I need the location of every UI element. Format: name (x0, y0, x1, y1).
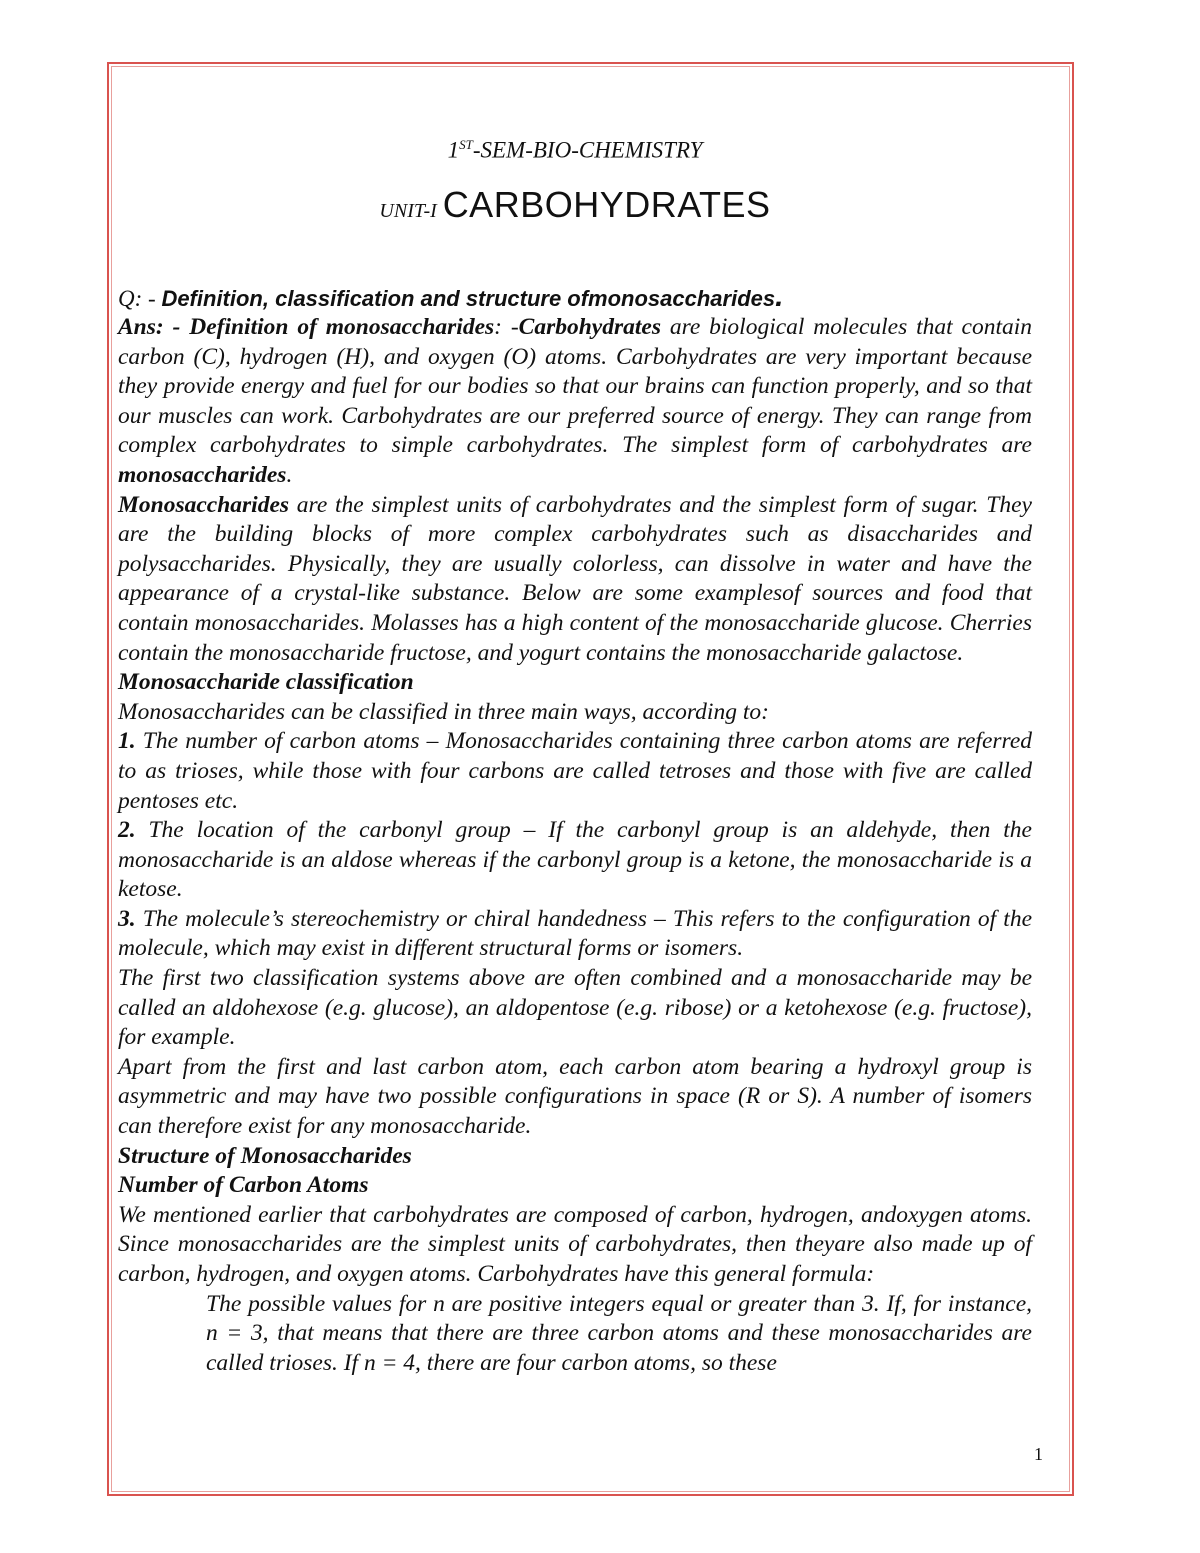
definition-end: . (286, 461, 293, 488)
definition-text: are biological molecules that contain carbon (C), hydrogen (H), and oxygen (O) atoms. Carbohydrates are very important because they provide energy and fuel for our bodies so that our brains can function properly, and so that our muscles can work. Carbohydrates are our preferred source of energy. They can range from complex carbohydrates to simple carbohydrates. The simplest form of carbohydrates are (118, 314, 1032, 459)
answer-body (118, 313, 1032, 1378)
page-number: 1 (1034, 1444, 1043, 1464)
unit-title (118, 184, 1032, 227)
item-text: The location of the carbonyl group – If the carbonyl group is an aldehyde, then the monosaccharide is an aldose whereas if the carbonyl group is a ketone, the monosaccharide is a ketose. (118, 817, 1032, 903)
carbon-atoms-heading: Number of Carbon Atoms (118, 1172, 369, 1199)
term-monosaccharides-2: Monosaccharides (118, 491, 290, 518)
question-dot: . (775, 280, 784, 313)
sem-sup: ST (459, 137, 473, 152)
structure-heading: Structure of Monosaccharides (118, 1142, 412, 1169)
item-number: 1. (118, 728, 136, 755)
question-line (118, 282, 783, 314)
answer-label: Ans: - Definition of monosaccharides (118, 314, 495, 340)
list-item (118, 905, 1032, 964)
paragraph-values: The possible values for n are positive integers equal or greater than 3. If, for instance, n = 3, that means that there are three carbon atoms and these monosaccharides are called trioses. If n = 4, there are four carbon atoms, so these (206, 1290, 1032, 1376)
paragraph-combined: The first two classification systems above are often combined and a monosaccharide may be called an aldohexose (e.g. glucose), an aldopentose (e.g. ribose) or a ketohexose (e.g. fructose), for example. (118, 965, 1032, 1051)
classification-heading: Monosaccharide classification (118, 669, 414, 696)
paragraph-definition (118, 313, 1032, 491)
question-text: Definition, classification and structure ofmonosaccharides (161, 286, 776, 311)
list-item (118, 727, 1032, 816)
sem-prefix: 1 (447, 137, 460, 163)
item-number: 3. (118, 905, 136, 932)
item-text: The molecule’s stereochemistry or chiral handedness – This refers to the configuration of the molecule, which may exist in different structural forms or isomers. (118, 905, 1032, 962)
term-monosaccharides: monosaccharides (118, 461, 287, 488)
unit-label: UNIT-I (379, 200, 437, 222)
classification-intro: Monosaccharides can be classified in three main ways, according to: (118, 698, 769, 725)
item-text: The number of carbon atoms – Monosaccharides containing three carbon atoms are referred to as trioses, while those with four carbons are called tetroses and those with five are called pentoses etc. (118, 728, 1032, 814)
monosaccharides-text: are the simplest units of carbohydrates and the simplest form of sugar. They are the building blocks of more complex carbohydrates such as disaccharides and polysaccharides. Physically, they are usually colorless, can dissolve in water and have the appearance of a crystal-like substance. Below are some examplesof sources and food that contain monosaccharides. Molasses has a high content of the monosaccharide glucose. Cherries contain the monosaccharide fructose, and yogurt contains the monosaccharide galactose. (118, 491, 1032, 666)
semester-title (118, 130, 1032, 165)
question-prefix: Q: - (118, 286, 162, 311)
term-carbohydrates: Carbohydrates (518, 314, 661, 340)
answer-sep: : - (494, 314, 519, 340)
item-number: 2. (118, 817, 136, 844)
sem-rest: -SEM-BIO-CHEMISTRY (472, 137, 703, 163)
unit-heading: CARBOHYDRATES (442, 184, 771, 225)
paragraph-mentioned: We mentioned earlier that carbohydrates are composed of carbon, hydrogen, andoxygen atoms. Since monosaccharides are the simplest units of carbohydrates, then theyare also made up of carbon, hydrogen, and oxygen atoms. Carbohydrates have this general formula: (118, 1201, 1032, 1287)
paragraph-monosaccharides (118, 491, 1032, 669)
list-item (118, 816, 1032, 905)
paragraph-apart: Apart from the first and last carbon atom, each carbon atom bearing a hydroxyl group is asymmetric and may have two possible configurations in space (R or S). A number of isomers can therefore exist for any monosaccharide. (118, 1053, 1032, 1140)
